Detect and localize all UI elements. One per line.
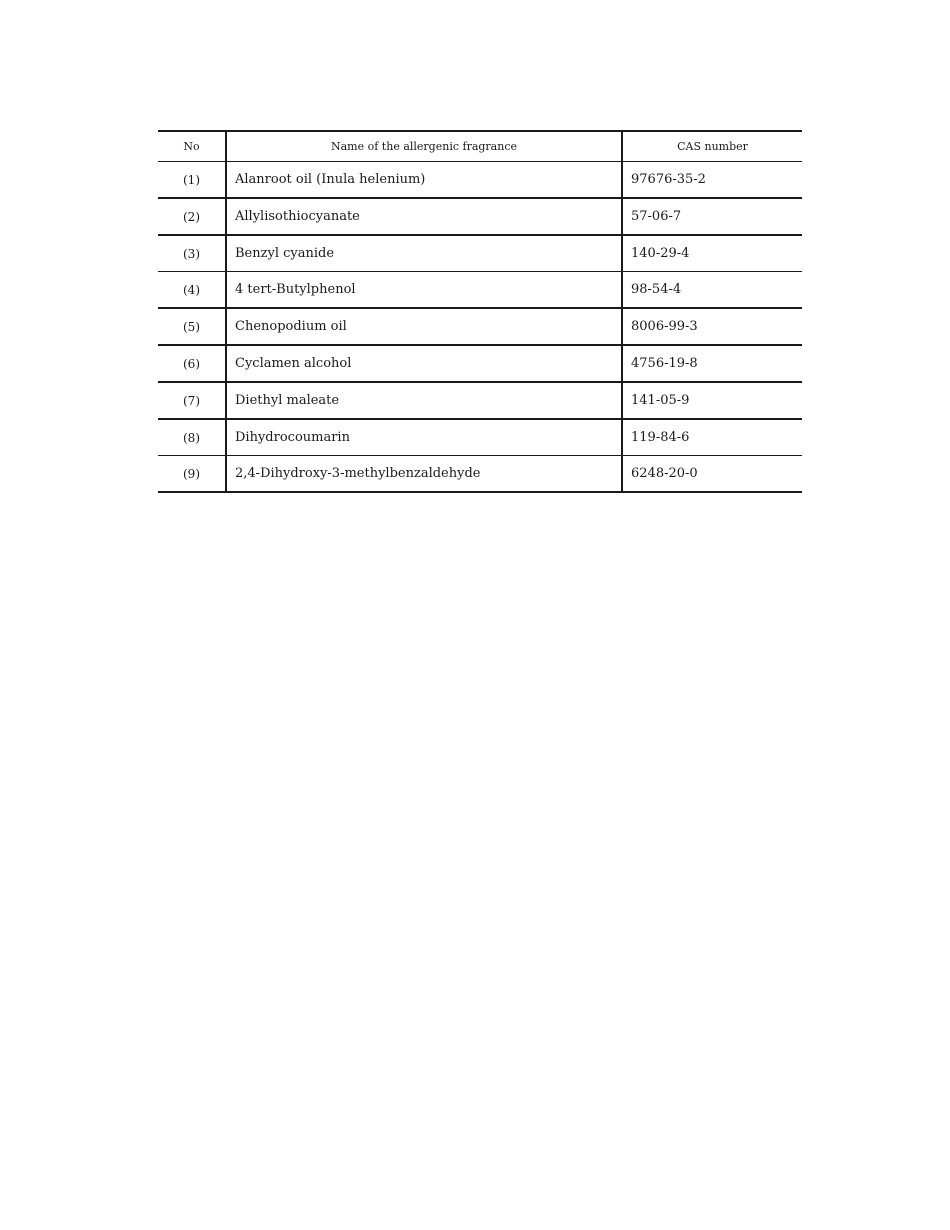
row-cas: 8006-99-3 [622, 308, 802, 345]
table-body [158, 162, 802, 493]
table-row [158, 456, 802, 493]
header-row [158, 131, 802, 162]
row-no: (2) [183, 209, 200, 224]
row-cas: 140-29-4 [622, 235, 802, 272]
row-no: (1) [183, 172, 200, 187]
row-no: (4) [183, 282, 200, 297]
row-name: Benzyl cyanide [226, 235, 622, 272]
row-name: Diethyl maleate [226, 382, 622, 419]
table-row [158, 308, 802, 345]
row-cas: 141-05-9 [622, 382, 802, 419]
header-name: Name of the allergenic fragrance [226, 131, 622, 162]
row-no: (7) [183, 393, 200, 408]
row-cas: 119-84-6 [622, 419, 802, 456]
row-no: (9) [183, 466, 200, 481]
table-row [158, 272, 802, 309]
table-row [158, 345, 802, 382]
row-cas: 97676-35-2 [622, 162, 802, 199]
row-name: 4 tert-Butylphenol [226, 272, 622, 309]
table-row [158, 235, 802, 272]
row-name: Allylisothiocyanate [226, 198, 622, 235]
fragrance-table-container [158, 130, 802, 493]
row-no: (6) [183, 356, 200, 371]
table-row [158, 382, 802, 419]
row-no: (8) [183, 430, 200, 445]
table-row [158, 198, 802, 235]
row-no: (5) [183, 319, 200, 334]
header-cas: CAS number [622, 131, 802, 162]
allergenic-fragrance-table [158, 130, 802, 493]
header-no: No [183, 140, 200, 153]
row-name: Chenopodium oil [226, 308, 622, 345]
row-cas: 6248-20-0 [622, 456, 802, 493]
row-cas: 57-06-7 [622, 198, 802, 235]
table-row [158, 162, 802, 199]
row-name: 2,4-Dihydroxy-3-methylbenzaldehyde [226, 456, 622, 493]
row-cas: 4756-19-8 [622, 345, 802, 382]
row-name: Alanroot oil (Inula helenium) [226, 162, 622, 199]
table-row [158, 419, 802, 456]
row-name: Dihydrocoumarin [226, 419, 622, 456]
row-no: (3) [183, 246, 200, 261]
row-name: Cyclamen alcohol [226, 345, 622, 382]
row-cas: 98-54-4 [622, 272, 802, 309]
table-header [158, 131, 802, 162]
